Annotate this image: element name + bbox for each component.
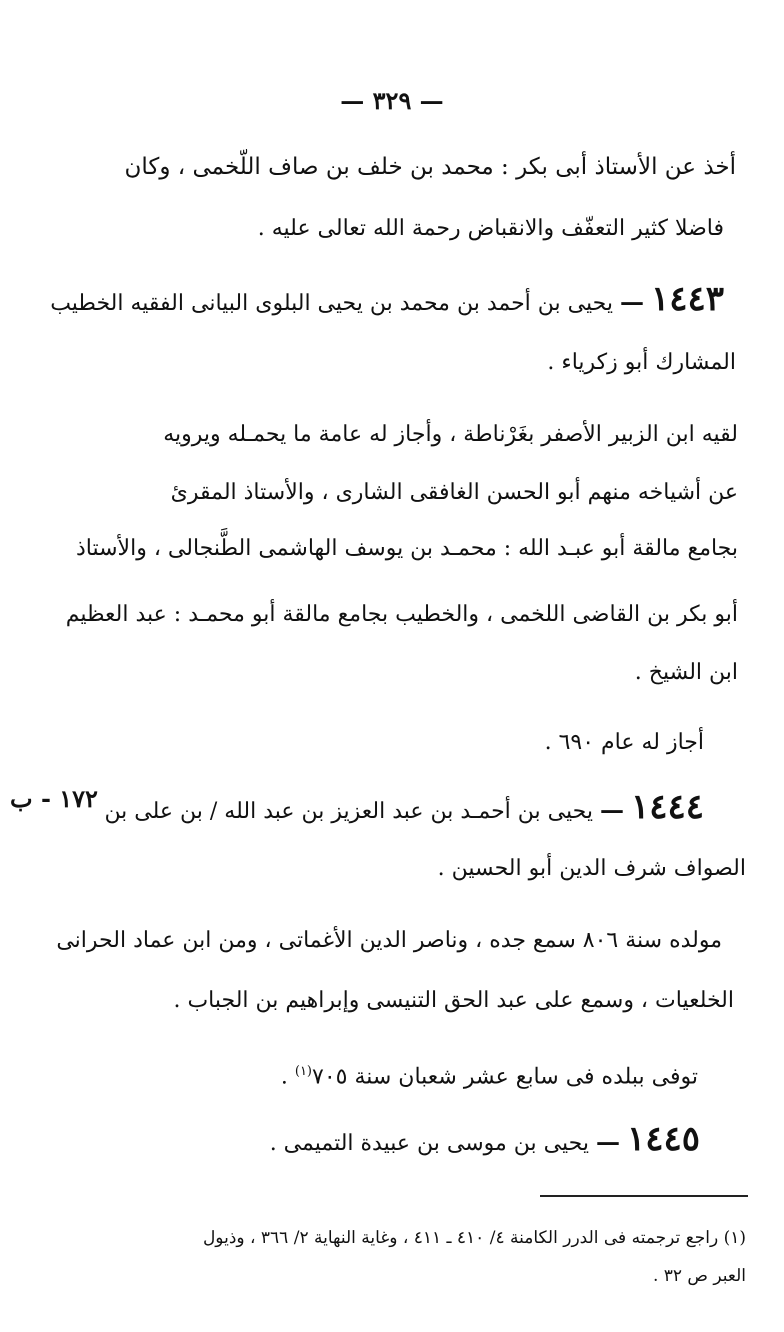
entry-1443-heading	[50, 279, 724, 321]
text-line: مولده سنة ٨٠٦ سمع جده ، وناصر الدين الأغماتى ، ومن ابن عماد الحرانى	[56, 928, 722, 953]
text-line	[281, 1055, 698, 1094]
text-line: فاضلا كثير التعفّف والانقباض رحمة الله تعالى عليه .	[257, 216, 724, 241]
text-line: الخلعيات ، وسمع على عبد الحق التنيسى وإبراهيم بن الجباب .	[173, 988, 734, 1013]
footnote-separator	[540, 1195, 748, 1197]
entry-number: ١٤٤٥	[626, 1119, 700, 1159]
entry-number: ١٤٤٤	[630, 787, 704, 827]
entry-heading-text: يحيى بن موسى بن عبيدة التميمى .	[269, 1131, 589, 1156]
text-line: أبو بكر بن القاضى اللخمى ، والخطيب بجامع مالقة أبو محمـد : عبد العظيم	[65, 602, 738, 627]
text-line: المشارك أبو زكرياء .	[547, 350, 736, 375]
text-line: ابن الشيخ .	[634, 660, 738, 685]
text-line: لقيه ابن الزبير الأصفر بغَرْناطة ، وأجاز له عامة ما يحمـله ويرويه	[163, 422, 738, 447]
period: .	[280, 1064, 295, 1090]
footnote-marker: (١)	[294, 1064, 312, 1079]
text-line: أجاز له عام ٦٩٠ .	[544, 730, 704, 755]
text-line: عن أشياخه منهم أبو الحسن الغافقى الشارى ، والأستاذ المقرئ	[170, 480, 738, 505]
text-line: الصواف شرف الدين أبو الحسين .	[437, 856, 746, 881]
text-line: بجامع مالقة أبو عبـد الله : محمـد بن يوسف الهاشمى الطَّنجالى ، والأستاذ	[75, 536, 738, 561]
footnote-line: (١) راجع ترجمته فى الدرر الكامنة ٤/ ٤١٠ ـ ٤١١ ، وغاية النهاية ٢/ ٣٦٦ ، وذيول	[202, 1228, 746, 1248]
entry-number: ١٤٤٣	[650, 279, 724, 319]
entry-heading-text: يحيى بن أحمد بن محمد بن يحيى البلوى البيانى الفقيه الخطيب	[50, 291, 613, 316]
page-number: — ٣٢٩ —	[340, 86, 444, 115]
entry-dash: —	[599, 795, 624, 824]
folio-margin-reference: ١٧٢ - ب	[10, 784, 98, 813]
entry-dash: —	[619, 287, 644, 316]
entry-heading-text: يحيى بن أحمـد بن عبد العزيز بن عبد الله / بن على بن	[104, 799, 593, 824]
entry-dash: —	[595, 1127, 620, 1156]
death-text: توفى ببلده فى سابع عشر شعبان سنة ٧٠٥	[312, 1064, 698, 1090]
footnote-line: العبر ص ٣٢ .	[652, 1266, 746, 1286]
entry-1445-heading	[269, 1119, 700, 1161]
entry-1444-heading	[104, 787, 704, 829]
text-line: أخذ عن الأستاذ أبى بكر : محمد بن خلف بن صاف اللّخمى ، وكان	[124, 154, 736, 180]
